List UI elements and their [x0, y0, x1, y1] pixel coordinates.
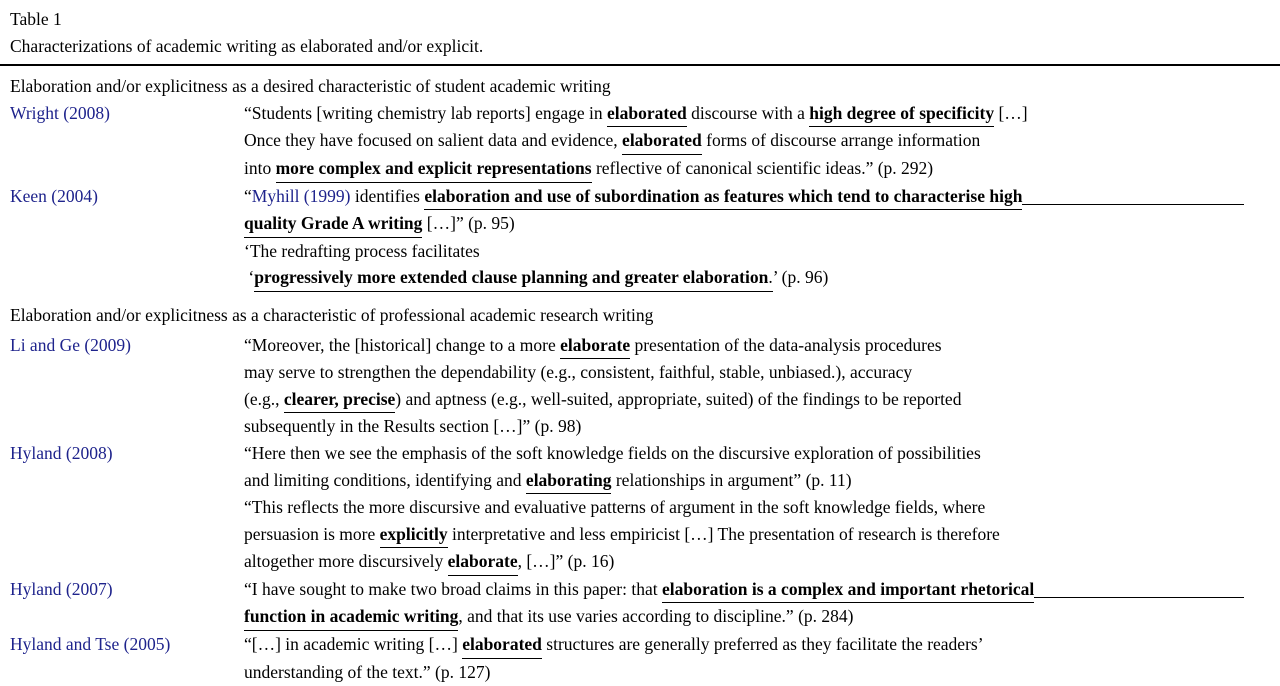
text-segment: ’ (p. 96) — [772, 267, 829, 288]
text-segment: discourse with a — [686, 102, 810, 123]
quote-line — [244, 467, 1244, 495]
text-segment: forms of discourse arrange information — [701, 130, 981, 151]
text-segment: “[…] in academic writing […] — [244, 634, 463, 655]
quote-line — [244, 183, 1244, 211]
quote-line — [244, 521, 1244, 549]
text-segment: structures are generally preferred as they facilitate the readers’ — [541, 634, 984, 655]
text-segment: more complex and explicit representations — [276, 155, 592, 183]
text-segment: high degree of specificity — [809, 100, 994, 128]
citation-link[interactable]: Hyland (2008) — [10, 442, 113, 463]
citation-link[interactable]: Keen (2004) — [10, 185, 98, 206]
top-rule — [0, 64, 1280, 66]
text-segment: elaborate — [448, 548, 518, 576]
text-segment: […] — [994, 102, 1028, 123]
quote-line — [244, 386, 1244, 414]
table-row — [10, 631, 1244, 685]
text-segment: quality Grade A writing — [244, 210, 422, 238]
text-segment: interpretative and less empiricist […] The presentation of research is therefore — [447, 523, 1000, 544]
quote-line — [244, 100, 1244, 128]
section-header: Elaboration and/or explicitness as a desired characteristic of student academic writing — [10, 76, 611, 97]
citation-link[interactable]: Wright (2008) — [10, 102, 110, 123]
underline-fill — [1034, 576, 1244, 599]
text-segment: ‘The redrafting process facilitates — [244, 240, 480, 261]
quote-cell — [244, 332, 1244, 440]
text-segment: (e.g., — [244, 388, 284, 409]
quote-line — [244, 576, 1244, 604]
citation-link[interactable]: Li and Ge (2009) — [10, 334, 132, 355]
table-caption: Characterizations of academic writing as elaborated and/or explicit. — [10, 35, 484, 56]
text-segment: , and that its use varies according to discipline.” (p. 284) — [458, 606, 854, 627]
quote-line — [244, 359, 1244, 386]
text-segment: Once they have focused on salient data and evidence, — [244, 130, 623, 151]
quote-line — [244, 603, 1244, 631]
quote-line — [244, 210, 1244, 238]
quote-cell — [244, 440, 1244, 576]
text-segment: may serve to strengthen the dependability (e.g., consistent, faithful, stable, unbiased.), accuracy — [244, 362, 913, 383]
citation-link[interactable]: Hyland and Tse (2005) — [10, 634, 171, 655]
quote-line — [244, 155, 1244, 183]
text-segment: elaborated — [607, 100, 687, 128]
text-segment: elaborated — [462, 631, 542, 659]
text-segment: elaboration and use of subordination as features which tend to characterise high — [424, 183, 1022, 211]
text-segment: into — [244, 157, 276, 178]
quote-cell — [244, 183, 1244, 292]
text-segment: persuasion is more — [244, 523, 380, 544]
quote-cell — [244, 576, 1244, 631]
table-row — [10, 332, 1244, 440]
table-row — [10, 183, 1244, 292]
text-segment: “Students [writing chemistry lab reports] engage in — [244, 102, 608, 123]
quote-line — [244, 494, 1244, 521]
text-segment: presentation of the data-analysis procedures — [630, 334, 942, 355]
quote-cell — [244, 631, 1244, 685]
text-segment: subsequently in the Results section […]” (p. 98) — [244, 416, 582, 437]
table-row — [10, 576, 1244, 631]
text-segment: explicitly — [380, 521, 448, 549]
text-segment: “This reflects the more discursive and evaluative patterns of argument in the soft knowledge fields, where — [244, 497, 986, 518]
text-segment: elaborate — [560, 332, 630, 360]
text-segment: , […]” (p. 16) — [517, 551, 615, 572]
text-segment: identifies — [350, 185, 425, 206]
table-label: Table 1 — [10, 9, 62, 29]
text-segment: […]” (p. 95) — [422, 213, 515, 234]
quote-cell — [244, 100, 1244, 183]
quote-line — [244, 659, 1244, 686]
text-segment: “ — [244, 185, 252, 206]
quote-line — [244, 413, 1244, 440]
quote-line — [244, 264, 1244, 292]
text-segment: ‘ — [244, 267, 255, 288]
text-segment: clearer, precise — [284, 386, 395, 414]
text-segment: altogether more discursively — [244, 551, 448, 572]
citation-link[interactable]: Myhill (1999) — [251, 185, 351, 206]
section-header: Elaboration and/or explicitness as a characteristic of professional academic research writing — [10, 304, 654, 325]
text-segment: progressively more extended clause planning and greater elaboration — [254, 264, 768, 292]
text-segment: “Moreover, the [historical] change to a more — [244, 334, 561, 355]
text-segment: function in academic writing — [244, 603, 458, 631]
text-segment: elaborated — [622, 127, 702, 155]
text-segment: and limiting conditions, identifying and — [244, 469, 526, 490]
text-segment: . — [768, 264, 772, 292]
text-segment: “I have sought to make two broad claims in this paper: that — [244, 578, 662, 599]
quote-line — [244, 127, 1244, 155]
underline-fill — [1022, 183, 1244, 206]
text-segment: understanding of the text.” (p. 127) — [244, 661, 491, 682]
table-row — [10, 440, 1244, 576]
citation-link[interactable]: Hyland (2007) — [10, 578, 113, 599]
quote-line — [244, 631, 1244, 659]
text-segment: relationships in argument” (p. 11) — [611, 469, 852, 490]
quote-line — [244, 238, 1244, 265]
text-segment: ) and aptness (e.g., well-suited, appropriate, suited) of the findings to be reported — [395, 388, 962, 409]
text-segment: reflective of canonical scientific ideas.” (p. 292) — [591, 157, 934, 178]
table-row — [10, 100, 1244, 183]
quote-line — [244, 548, 1244, 576]
text-segment: elaboration is a complex and important rhetorical — [662, 576, 1034, 604]
quote-line — [244, 440, 1244, 467]
text-segment: “Here then we see the emphasis of the soft knowledge fields on the discursive exploration of possibilities — [244, 442, 981, 463]
text-segment: elaborating — [526, 467, 612, 495]
quote-line — [244, 332, 1244, 360]
table-body — [10, 73, 1244, 685]
